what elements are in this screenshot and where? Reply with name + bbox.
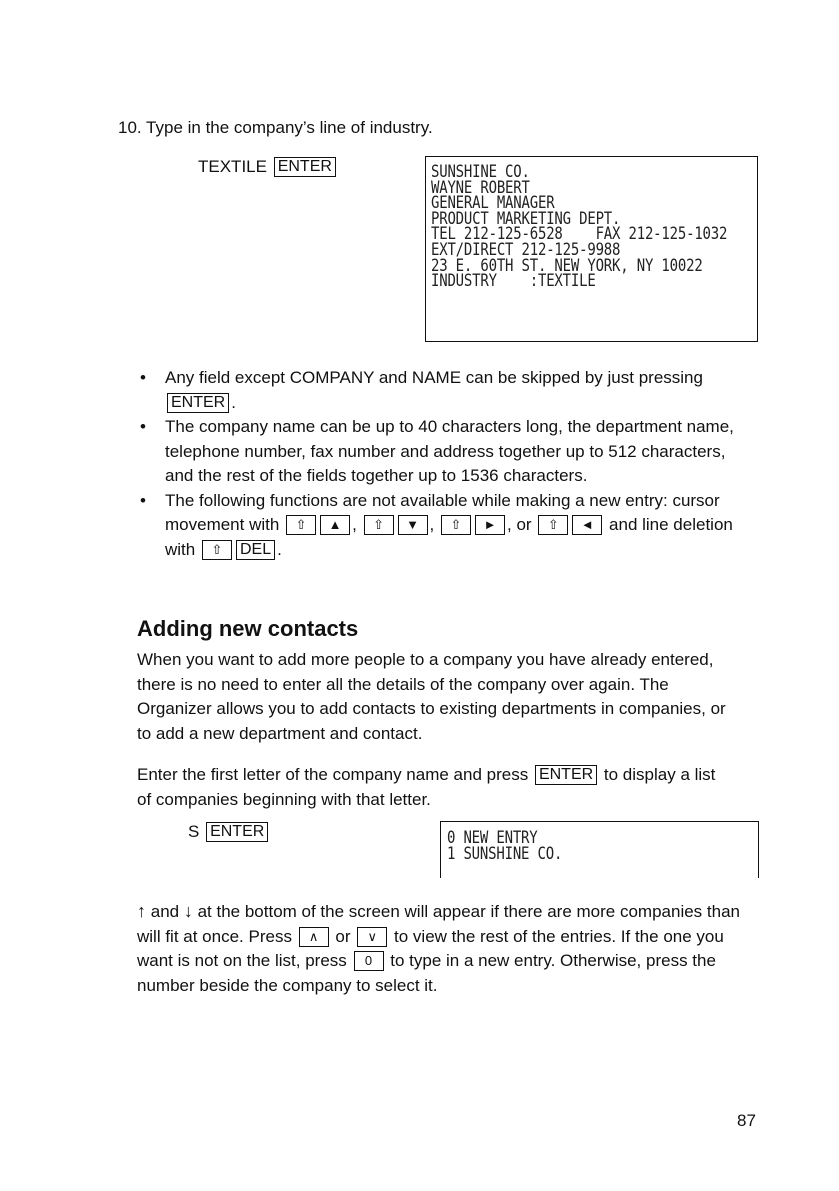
notes-list bbox=[136, 366, 756, 562]
period: . bbox=[277, 539, 282, 559]
list-item bbox=[136, 415, 756, 489]
or-text: , or bbox=[507, 515, 532, 534]
lcd-line: 0 NEW ENTRY bbox=[447, 828, 538, 848]
lcd-line: EXT/DIRECT 212-125-9988 bbox=[431, 240, 621, 260]
comma: , bbox=[352, 515, 357, 534]
bullet-3-mid: and line deletion with bbox=[165, 515, 733, 559]
comma: , bbox=[429, 515, 435, 534]
step-heading: 10. Type in the company’s line of industry. bbox=[118, 118, 433, 137]
example1-input bbox=[198, 155, 338, 180]
shift-key-icon: ⇧ bbox=[364, 515, 394, 535]
up-arrow-icon: ↑ bbox=[137, 901, 146, 921]
lcd-screen-entry bbox=[425, 156, 758, 342]
lcd-line: 23 E. 60TH ST. NEW YORK, NY 10022 bbox=[431, 256, 703, 276]
shift-key-icon: ⇧ bbox=[286, 515, 316, 535]
final-text: at the bottom of the screen will appear if there are more companies than will fit at once. Press bbox=[137, 902, 740, 946]
example2-input bbox=[188, 820, 270, 845]
enter-key: ENTER bbox=[274, 157, 336, 177]
section-paragraph: When you want to add more people to a company you have already entered, there is no need to enter all the details of the company over again. The Organizer allows you to add contacts to existing departments in companies, or to add a new department and contact. bbox=[137, 650, 726, 743]
lcd-line: PRODUCT MARKETING DEPT. bbox=[431, 209, 621, 229]
shift-key-icon: ⇧ bbox=[441, 515, 471, 535]
final-text: and bbox=[150, 902, 180, 921]
bullet-3-intro: The following functions are not available while making a new entry: cursor movement with bbox=[165, 490, 720, 534]
shift-key-icon: ⇧ bbox=[202, 540, 232, 560]
enter-key: ENTER bbox=[535, 765, 597, 785]
period: . bbox=[231, 392, 236, 412]
scroll-down-key-icon: ∨ bbox=[357, 927, 387, 947]
bullet-1-text: Any field except COMPANY and NAME can be skipped by just pressing bbox=[165, 368, 703, 387]
para2-text-end: to display a list of companies beginning with that letter. bbox=[137, 765, 716, 809]
section-heading: Adding new contacts bbox=[137, 616, 359, 641]
typed-text: TEXTILE bbox=[198, 157, 267, 176]
zero-key: 0 bbox=[354, 951, 384, 971]
enter-key: ENTER bbox=[206, 822, 268, 842]
lcd-line: GENERAL MANAGER bbox=[431, 194, 555, 213]
right-key-icon: ► bbox=[475, 515, 505, 535]
left-key-icon: ◄ bbox=[572, 515, 602, 535]
final-paragraph bbox=[137, 899, 752, 998]
final-text: or bbox=[335, 926, 351, 946]
lcd-line: INDUSTRY :TEXTILE bbox=[431, 271, 596, 291]
enter-key: ENTER bbox=[167, 393, 229, 413]
down-key-icon: ▼ bbox=[398, 515, 428, 535]
final-text: to type in a new entry. Otherwise, press the number beside the company to select it. bbox=[137, 951, 716, 995]
lcd-line: SUNSHINE CO. bbox=[431, 162, 530, 182]
lcd-line: TEL 212-125-6528 FAX 212-125-1032 bbox=[431, 225, 728, 245]
up-key-icon: ▲ bbox=[320, 515, 350, 535]
list-item bbox=[136, 489, 756, 563]
bullet-2-text: The company name can be up to 40 characters long, the department name, telephone number, fax number and address together up to 512 characters, and the rest of the fields together up to 1536 characters. bbox=[165, 417, 734, 485]
shift-key-icon: ⇧ bbox=[538, 515, 568, 535]
down-arrow-icon: ↓ bbox=[183, 901, 193, 921]
lcd-screen-list bbox=[440, 821, 759, 878]
typed-text: S bbox=[188, 822, 200, 841]
lcd-line: 1 SUNSHINE CO. bbox=[447, 844, 563, 864]
lcd-line: WAYNE ROBERT bbox=[431, 178, 530, 198]
page-number: 87 bbox=[737, 1111, 756, 1130]
instruction-paragraph bbox=[137, 763, 727, 812]
list-item bbox=[136, 366, 756, 415]
del-key: DEL bbox=[236, 540, 275, 560]
final-text: to view the rest of the entries. If the one you want is not on the list, press bbox=[137, 926, 724, 970]
para2-text: Enter the first letter of the company name and press bbox=[137, 765, 529, 784]
scroll-up-key-icon: ∧ bbox=[299, 927, 329, 947]
